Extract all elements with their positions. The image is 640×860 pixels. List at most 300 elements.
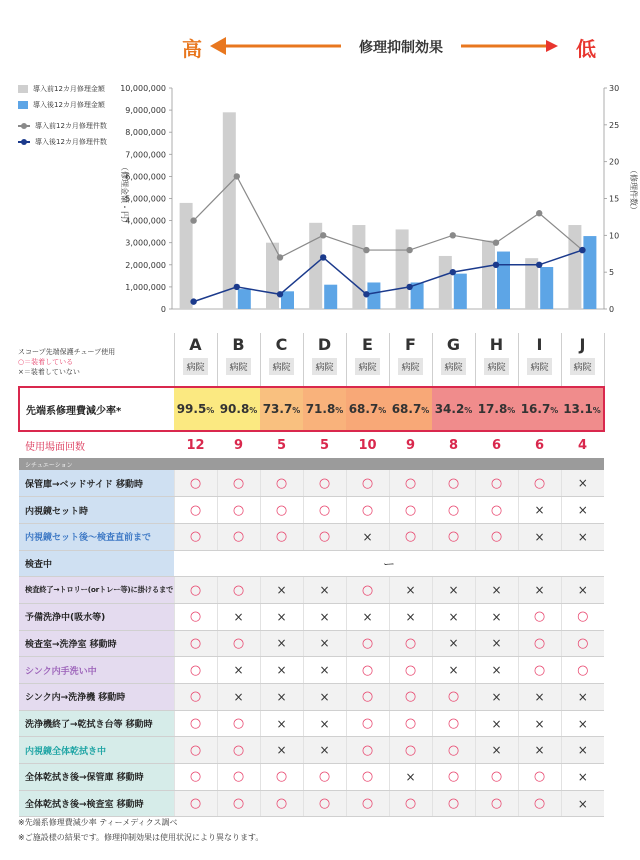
reduction-rate-row: [19, 387, 604, 431]
circle-mark: ○: [174, 764, 217, 791]
repair-chart: [0, 0, 640, 335]
circle-mark: ○: [561, 603, 604, 630]
hospital-letter: G: [446, 335, 461, 354]
reduction-rate-cell: [174, 387, 217, 431]
circle-mark: ○: [432, 684, 475, 711]
legend-label: 導入後12カ月修理件数: [35, 138, 107, 146]
cross-mark: ×: [518, 497, 561, 524]
situation-label: 保管庫→ベッドサイド 移動時: [19, 470, 174, 497]
cross-mark: ×: [303, 630, 346, 657]
situation-span-cell: ー: [174, 550, 604, 577]
situation-label: 全体乾拭き後→保管庫 移動時: [19, 764, 174, 791]
situation-row: [19, 497, 604, 524]
reduction-rate-cell: [346, 387, 389, 431]
hospital-letter: A: [189, 335, 202, 354]
situation-label: 内視鏡セット後〜検査直前まで: [19, 523, 174, 550]
circle-mark: ○: [518, 470, 561, 497]
circle-mark: ○: [303, 764, 346, 791]
cross-mark: ×: [260, 710, 303, 737]
bar-before: [439, 256, 452, 309]
y2-tick-label: 20: [609, 157, 620, 167]
usage-count-cell: 4: [577, 437, 588, 453]
circle-mark: ○: [174, 657, 217, 684]
circle-mark: ○: [432, 710, 475, 737]
cross-mark: ×: [475, 603, 518, 630]
bar-before: [352, 225, 365, 309]
circle-mark: ○: [303, 790, 346, 817]
y-tick-label: 8,000,000: [125, 128, 166, 138]
circle-mark: ○: [346, 577, 389, 604]
cross-mark: ×: [518, 710, 561, 737]
circle-mark: ○: [346, 497, 389, 524]
circle-mark: ○: [432, 497, 475, 524]
cross-mark: ×: [260, 657, 303, 684]
reduction-rate-cell: [561, 387, 604, 431]
cross-mark: ×: [303, 737, 346, 764]
y-tick-label: 5,000,000: [125, 194, 166, 204]
cross-mark: ×: [561, 523, 604, 550]
hospital-header: [303, 333, 346, 387]
reduction-rate-value: 16.7: [520, 402, 551, 416]
cross-mark: ×: [518, 577, 561, 604]
hospital-letter: F: [405, 335, 416, 354]
reduction-rate-unit: %: [550, 406, 559, 415]
circle-mark: ○: [174, 577, 217, 604]
usage-count-cell: 5: [319, 437, 330, 453]
circle-mark: ○: [260, 470, 303, 497]
bar-after: [324, 285, 337, 309]
situation-label: 検査室→洗浄室 移動時: [19, 630, 174, 657]
circle-mark: ○: [518, 630, 561, 657]
y-tick-label: 2,000,000: [125, 260, 166, 270]
y-tick-label: 3,000,000: [125, 238, 166, 248]
circle-mark: ○: [475, 523, 518, 550]
cross-mark: ×: [518, 523, 561, 550]
cross-mark: ×: [561, 764, 604, 791]
high-effect-label: 高: [182, 37, 202, 61]
legend-label: 導入後12カ月修理金額: [33, 101, 105, 109]
footnote-source: ※先端系修理費減少率 ティーメディクス調べ: [18, 818, 178, 827]
cross-mark: ×: [217, 603, 260, 630]
circle-mark: ○: [389, 630, 432, 657]
y-axis-label: （修理金額・円）: [120, 163, 129, 227]
circle-mark: ○: [217, 630, 260, 657]
circle-mark: ○: [346, 684, 389, 711]
cross-mark: ×: [389, 577, 432, 604]
hospital-header: [346, 333, 389, 387]
circle-mark: ○: [561, 657, 604, 684]
situation-header-row: [19, 458, 604, 470]
reduction-rate-unit: %: [249, 406, 258, 415]
circle-mark: ○: [217, 470, 260, 497]
cross-mark: ×: [260, 737, 303, 764]
situation-label: 予備洗浄中(吸水等): [19, 603, 174, 630]
y2-tick-label: 0: [609, 305, 615, 314]
situation-label: 全体乾拭き後→検査室 移動時: [19, 790, 174, 817]
bar-after: [583, 236, 596, 309]
point-after: [363, 291, 369, 297]
situation-row: [19, 737, 604, 764]
circle-mark: ○: [518, 603, 561, 630]
point-after: [277, 291, 283, 297]
reduction-rate-value: 73.7: [262, 402, 293, 416]
situation-header: シチュエーション: [19, 458, 604, 470]
circle-mark: ○: [174, 630, 217, 657]
situation-row: [19, 710, 604, 737]
legend-swatch-blue: [18, 101, 28, 109]
legend-swatch-gray: [18, 85, 28, 93]
situation-label: 内視鏡全体乾拭き中: [19, 737, 174, 764]
cross-mark: ×: [561, 684, 604, 711]
reduction-rate-cell: [217, 387, 260, 431]
circle-mark: ○: [174, 523, 217, 550]
circle-mark: ○: [174, 603, 217, 630]
footnote-disclaimer: ※ご施設様の結果です。修理抑制効果は使用状況により異なります。: [18, 833, 264, 842]
arrow-left-head: [210, 37, 226, 55]
situation-row: [19, 657, 604, 684]
point-after: [493, 262, 499, 268]
cross-mark: ×: [561, 470, 604, 497]
circle-mark: ○: [260, 764, 303, 791]
low-effect-label: 低: [576, 37, 596, 61]
circle-mark: ○: [260, 497, 303, 524]
circle-mark: ○: [389, 657, 432, 684]
hospital-letter: J: [579, 335, 586, 354]
reduction-rate-cell: [518, 387, 561, 431]
circle-mark: ○: [475, 470, 518, 497]
y2-tick-label: 25: [609, 120, 620, 130]
cross-mark: ×: [260, 684, 303, 711]
y-tick-label: 1,000,000: [125, 282, 166, 292]
cross-mark: ×: [432, 657, 475, 684]
cross-mark: ×: [475, 684, 518, 711]
legend-line-before: [18, 120, 158, 132]
point-before: [406, 247, 412, 253]
hospital-letter: I: [536, 335, 543, 354]
circle-mark: ○: [260, 523, 303, 550]
reduction-rate-unit: %: [592, 406, 601, 415]
reduction-rate-label: 先端系修理費減少率*: [19, 387, 174, 431]
reduction-rate-cell: [303, 387, 346, 431]
cross-mark: ×: [432, 577, 475, 604]
circle-mark: ○: [174, 470, 217, 497]
y-tick-label: 6,000,000: [125, 172, 166, 182]
cross-mark: ×: [561, 790, 604, 817]
circle-mark: ○: [346, 470, 389, 497]
hospital-label: 病院: [570, 358, 594, 375]
cross-mark: ×: [303, 577, 346, 604]
bar-before: [180, 203, 193, 309]
situation-label: シンク内手洗い中: [19, 657, 174, 684]
cross-mark: ×: [518, 737, 561, 764]
y-tick-label: 7,000,000: [125, 150, 166, 160]
arrow-right-head: [546, 40, 558, 52]
hospital-label: 病院: [398, 358, 422, 375]
y2-axis-label: （修理件数）: [629, 166, 638, 214]
legend-label: 導入前12カ月修理件数: [35, 122, 107, 130]
cross-mark: ×: [217, 657, 260, 684]
cross-mark: ×: [260, 577, 303, 604]
cross-mark: ×: [561, 497, 604, 524]
situation-row: [19, 790, 604, 817]
usage-count-cell: 12: [186, 437, 205, 453]
circle-mark: ○: [303, 470, 346, 497]
point-before: [277, 254, 283, 260]
usage-count-row: [19, 431, 604, 458]
legend-line-marker-navy: [18, 138, 30, 146]
circle-mark: ○: [389, 710, 432, 737]
cross-mark: ×: [561, 737, 604, 764]
point-before: [234, 173, 240, 179]
circle-mark: ○: [174, 497, 217, 524]
situation-row: [19, 550, 604, 577]
hospital-header: [217, 333, 260, 387]
cross-mark: ×: [475, 710, 518, 737]
circle-mark: ○: [389, 497, 432, 524]
hospital-label: 病院: [441, 358, 465, 375]
cross-mark: ×: [260, 603, 303, 630]
situation-label: 検査中: [19, 550, 174, 577]
circle-mark: ○: [389, 523, 432, 550]
circle-mark: ○: [174, 684, 217, 711]
hospital-label: 病院: [269, 358, 293, 375]
cross-mark: ×: [561, 577, 604, 604]
circle-mark: ○: [389, 737, 432, 764]
hospital-letter: C: [275, 335, 288, 354]
legend-bar-after: [18, 99, 158, 111]
circle-mark: ○: [174, 737, 217, 764]
situation-row: [19, 577, 604, 604]
reduction-rate-value: 71.8: [305, 402, 336, 416]
circle-mark: ○: [346, 710, 389, 737]
point-after: [406, 284, 412, 290]
point-before: [536, 210, 542, 216]
y2-tick-label: 5: [609, 268, 615, 278]
cross-mark: ×: [303, 603, 346, 630]
cross-mark: ×: [475, 737, 518, 764]
hospital-row: [19, 333, 604, 387]
point-before: [320, 232, 326, 238]
circle-mark: ○: [346, 657, 389, 684]
usage-count-cell: 6: [491, 437, 502, 453]
legend-line-after: [18, 136, 158, 148]
point-after: [579, 247, 585, 253]
reduction-rate-cell: [389, 387, 432, 431]
cross-mark: ×: [475, 657, 518, 684]
bar-after: [540, 267, 553, 309]
tube-note-cross: ×＝装着していない: [18, 368, 80, 376]
hospital-label: 病院: [183, 358, 207, 375]
point-after: [450, 269, 456, 275]
circle-mark: ○: [217, 577, 260, 604]
hospital-letter: E: [362, 335, 373, 354]
hospital-letter: H: [489, 335, 504, 354]
y-tick-label: 0: [160, 305, 166, 314]
hospital-header: [174, 333, 217, 387]
reduction-rate-cell: [475, 387, 518, 431]
cross-mark: ×: [432, 630, 475, 657]
usage-count-cell: 10: [358, 437, 377, 453]
hospital-row-label: [19, 333, 174, 387]
line-before: [194, 176, 583, 257]
hospital-label: 病院: [226, 358, 250, 375]
reduction-rate-unit: %: [335, 406, 344, 415]
cross-mark: ×: [346, 603, 389, 630]
reduction-rate-unit: %: [378, 406, 387, 415]
hospital-label: 病院: [312, 358, 336, 375]
cross-mark: ×: [475, 577, 518, 604]
legend-bar-before: [18, 83, 158, 95]
reduction-rate-value: 17.8: [477, 402, 508, 416]
circle-mark: ○: [518, 657, 561, 684]
bar-before: [568, 225, 581, 309]
hospital-label: 病院: [484, 358, 508, 375]
reduction-rate-value: 90.8: [219, 402, 250, 416]
hospital-letter: B: [232, 335, 245, 354]
situation-label: シンク内→洗浄機 移動時: [19, 684, 174, 711]
circle-mark: ○: [217, 497, 260, 524]
legend-label: 導入前12カ月修理金額: [33, 85, 105, 93]
circle-mark: ○: [303, 497, 346, 524]
usage-count-cell: 8: [448, 437, 459, 453]
point-before: [493, 240, 499, 246]
situation-row: [19, 764, 604, 791]
point-after: [234, 284, 240, 290]
circle-mark: ○: [475, 497, 518, 524]
reduction-rate-unit: %: [292, 406, 301, 415]
y-tick-label: 10,000,000: [120, 84, 166, 93]
usage-count-cell: 9: [233, 437, 244, 453]
chart-legend: [18, 83, 158, 152]
circle-mark: ○: [432, 790, 475, 817]
situation-row: [19, 523, 604, 550]
bar-before: [396, 229, 409, 309]
point-after: [320, 254, 326, 260]
circle-mark: ○: [432, 737, 475, 764]
circle-mark: ○: [217, 737, 260, 764]
cross-mark: ×: [518, 684, 561, 711]
circle-mark: ○: [174, 710, 217, 737]
y2-tick-label: 30: [609, 84, 620, 93]
circle-mark: ○: [561, 630, 604, 657]
reduction-rate-value: 68.7: [348, 402, 379, 416]
reduction-rate-unit: %: [464, 406, 473, 415]
situation-row: [19, 470, 604, 497]
cross-mark: ×: [432, 603, 475, 630]
cross-mark: ×: [303, 684, 346, 711]
bar-after: [238, 289, 251, 309]
comparison-table: [18, 333, 605, 817]
reduction-rate-cell: [260, 387, 303, 431]
cross-mark: ×: [217, 684, 260, 711]
effect-title: 修理抑制効果: [341, 37, 461, 57]
line-after: [194, 250, 583, 302]
situation-row: [19, 684, 604, 711]
circle-mark: ○: [432, 523, 475, 550]
cross-mark: ×: [389, 764, 432, 791]
point-after: [190, 298, 196, 304]
usage-count-cell: 5: [276, 437, 287, 453]
hospital-header: [561, 333, 604, 387]
circle-mark: ○: [518, 790, 561, 817]
circle-mark: ○: [518, 764, 561, 791]
usage-count-cell: 9: [405, 437, 416, 453]
hospital-header: [518, 333, 561, 387]
situation-label: 洗浄機終了→乾拭き台等 移動時: [19, 710, 174, 737]
circle-mark: ○: [217, 790, 260, 817]
reduction-rate-value: 99.5: [176, 402, 207, 416]
circle-mark: ○: [432, 470, 475, 497]
cross-mark: ×: [561, 710, 604, 737]
circle-mark: ○: [260, 790, 303, 817]
circle-mark: ○: [389, 470, 432, 497]
usage-count-label: 使用場面回数: [25, 441, 85, 453]
cross-mark: ×: [389, 603, 432, 630]
circle-mark: ○: [217, 710, 260, 737]
y2-tick-label: 15: [609, 194, 620, 204]
y-tick-label: 9,000,000: [125, 106, 166, 116]
cross-mark: ×: [303, 710, 346, 737]
y2-tick-label: 10: [609, 231, 620, 241]
reduction-rate-unit: %: [507, 406, 516, 415]
circle-mark: ○: [346, 790, 389, 817]
bar-after: [497, 252, 510, 309]
circle-mark: ○: [389, 684, 432, 711]
circle-mark: ○: [217, 764, 260, 791]
situation-label: 内視鏡セット時: [19, 497, 174, 524]
reduction-rate-value: 68.7: [391, 402, 422, 416]
hospital-label: 病院: [355, 358, 379, 375]
circle-mark: ○: [475, 764, 518, 791]
legend-line-marker-gray: [18, 122, 30, 130]
bar-before: [482, 240, 495, 309]
circle-mark: ○: [389, 790, 432, 817]
y-tick-label: 4,000,000: [125, 216, 166, 226]
circle-mark: ○: [432, 764, 475, 791]
tube-note-circle: ○＝装着している: [18, 358, 74, 366]
point-after: [536, 262, 542, 268]
circle-mark: ○: [217, 523, 260, 550]
reduction-rate-cell: [432, 387, 475, 431]
cross-mark: ×: [303, 657, 346, 684]
circle-mark: ○: [346, 630, 389, 657]
tube-note-title: スコープ先端保護チューブ使用: [18, 348, 116, 356]
cross-mark: ×: [346, 523, 389, 550]
situation-label: 検査終了→トロリー(orトレー等)に掛けるまで: [19, 577, 174, 604]
point-before: [363, 247, 369, 253]
reduction-rate-value: 13.1: [563, 402, 593, 416]
footnotes: [18, 815, 263, 845]
bar-after: [454, 274, 467, 309]
circle-mark: ○: [346, 764, 389, 791]
circle-mark: ○: [174, 790, 217, 817]
hospital-header: [432, 333, 475, 387]
reduction-rate-value: 34.2: [434, 402, 465, 416]
cross-mark: ×: [475, 630, 518, 657]
situation-row: [19, 630, 604, 657]
point-before: [190, 217, 196, 223]
hospital-header: [260, 333, 303, 387]
hospital-header: [389, 333, 432, 387]
situation-row: [19, 603, 604, 630]
reduction-rate-unit: %: [206, 406, 215, 415]
circle-mark: ○: [346, 737, 389, 764]
bar-after: [367, 282, 380, 309]
cross-mark: ×: [260, 630, 303, 657]
bar-before: [223, 112, 236, 309]
hospital-label: 病院: [527, 358, 551, 375]
circle-mark: ○: [303, 523, 346, 550]
